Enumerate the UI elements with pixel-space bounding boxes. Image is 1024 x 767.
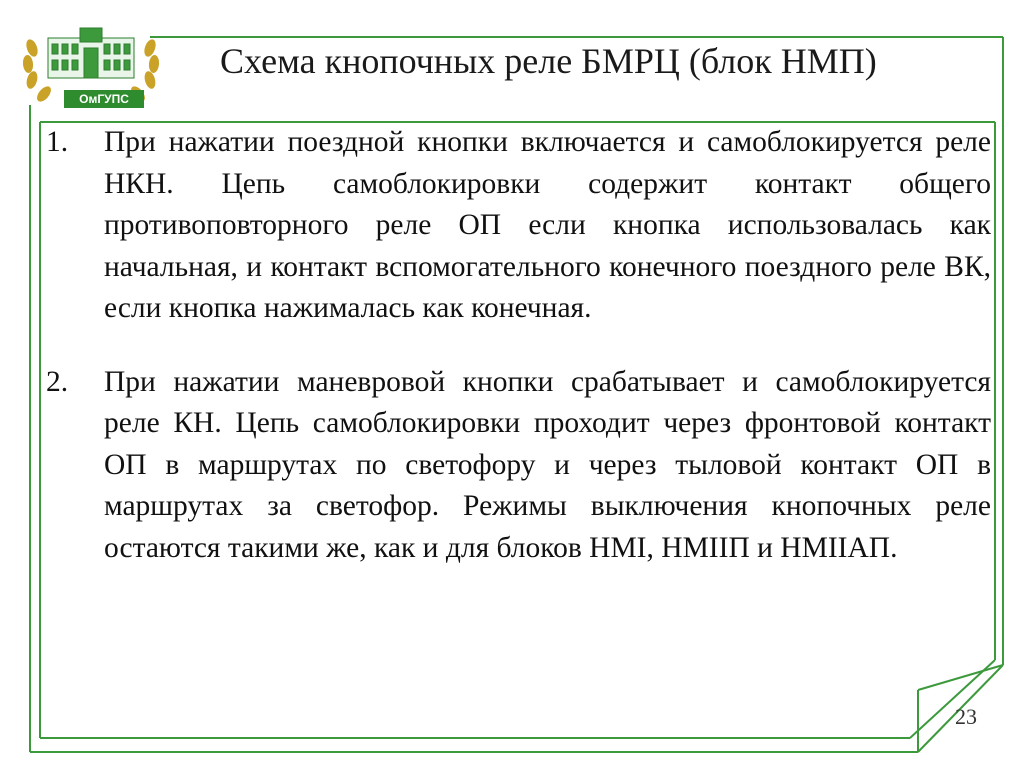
list-item-number: 2. bbox=[46, 365, 69, 398]
list-item-text: При нажатии поездной кнопки включается и самоблокируется реле НКН. Цепь самоблокировки содержит контакт общего противоповторного реле ОП если кнопка использовалась как начальная, и контакт вспомогательного конечного поездного реле ВК, если кнопка нажималась как конечная. bbox=[104, 126, 991, 324]
list-item-number: 1. bbox=[46, 126, 69, 158]
list-item bbox=[46, 122, 991, 330]
list-item-text: При нажатии маневровой кнопки срабатывает и самоблокируется реле КН. Цепь самоблокировки проходит через фронтовой контакт ОП в маршрутах по светофору и через тыловой контакт ОП в маршрутах за светофор. Режимы выключения кнопочных реле остаются такими же, как и для блоков НМI, НМIIП и НМIIАП. bbox=[104, 365, 991, 564]
slide-content bbox=[46, 122, 991, 569]
university-logo bbox=[18, 18, 164, 110]
logo-text: ОмГУПС bbox=[64, 90, 144, 108]
slide-title: Схема кнопочных реле БМРЦ (блок НМП) bbox=[220, 41, 877, 81]
page-number: 23 bbox=[955, 704, 977, 729]
list-item bbox=[46, 362, 991, 570]
